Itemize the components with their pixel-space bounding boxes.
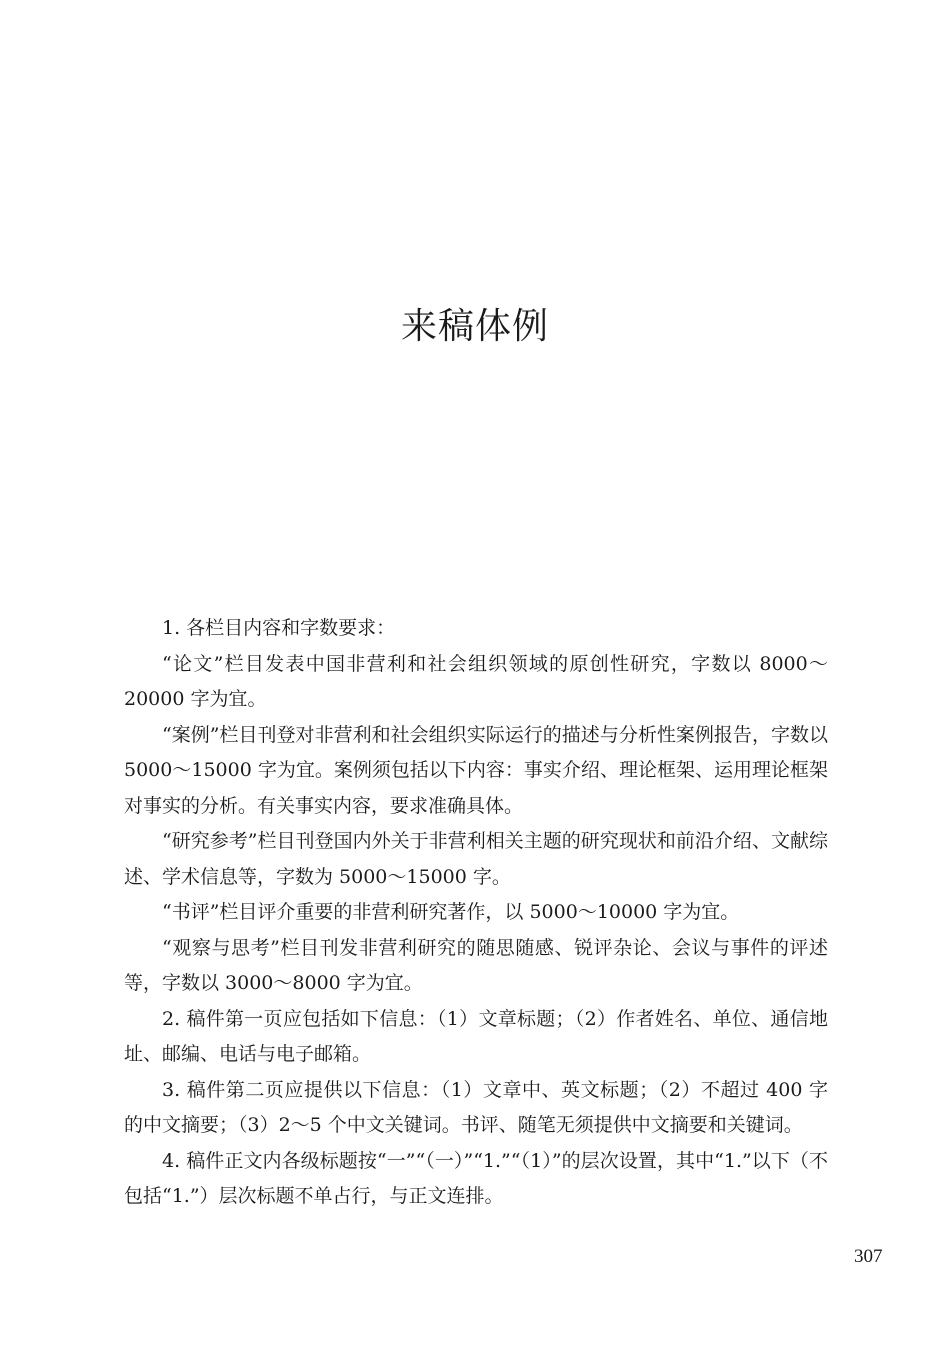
paragraph-lunwen: “论文”栏目发表中国非营利和社会组织领域的原创性研究，字数以 8000～20000 字为宜。 xyxy=(124,652,828,710)
paragraph-anli: “案例”栏目刊登对非营利和社会组织实际运行的描述与分析性案例报告，字数以 5000～15000 字为宜。案例须包括以下内容：事实介绍、理论框架、运用理论框架对事实的分析。有关事实内容，要求准确具体。 xyxy=(124,723,828,817)
paragraph-section-2: 2. 稿件第一页应包括如下信息：（1）文章标题；（2）作者姓名、单位、通信地址、邮编、电话与电子邮箱。 xyxy=(124,1007,828,1065)
page-title: 来稿体例 xyxy=(400,306,549,347)
page-number: 307 xyxy=(854,1246,883,1267)
paragraph-shuping: “书评”栏目评介重要的非营利研究著作，以 5000～10000 字为宜。 xyxy=(162,901,740,923)
paragraph-section-3: 3. 稿件第二页应提供以下信息：（1）文章中、英文标题；（2）不超过 400 字的中文摘要；（3）2～5 个中文关键词。书评、随笔无须提供中文摘要和关键词。 xyxy=(124,1078,828,1136)
body-text xyxy=(124,611,828,1215)
paragraph-yanjiu-cankao: “研究参考”栏目刊登国内外关于非营利相关主题的研究现状和前沿介绍、文献综述、学术信息等，字数为 5000～15000 字。 xyxy=(124,830,828,888)
paragraph-section-4: 4. 稿件正文内各级标题按“一”“（一）”“1.”“（1）”的层次设置，其中“1.”以下（不包括“1.”）层次标题不单占行，与正文连排。 xyxy=(124,1149,828,1207)
paragraph-section-1-heading: 1. 各栏目内容和字数要求： xyxy=(162,617,396,639)
paragraph-guancha-sikao: “观察与思考”栏目刊发非营利研究的随思随感、锐评杂论、会议与事件的评述等，字数以 3000～8000 字为宜。 xyxy=(124,936,828,994)
